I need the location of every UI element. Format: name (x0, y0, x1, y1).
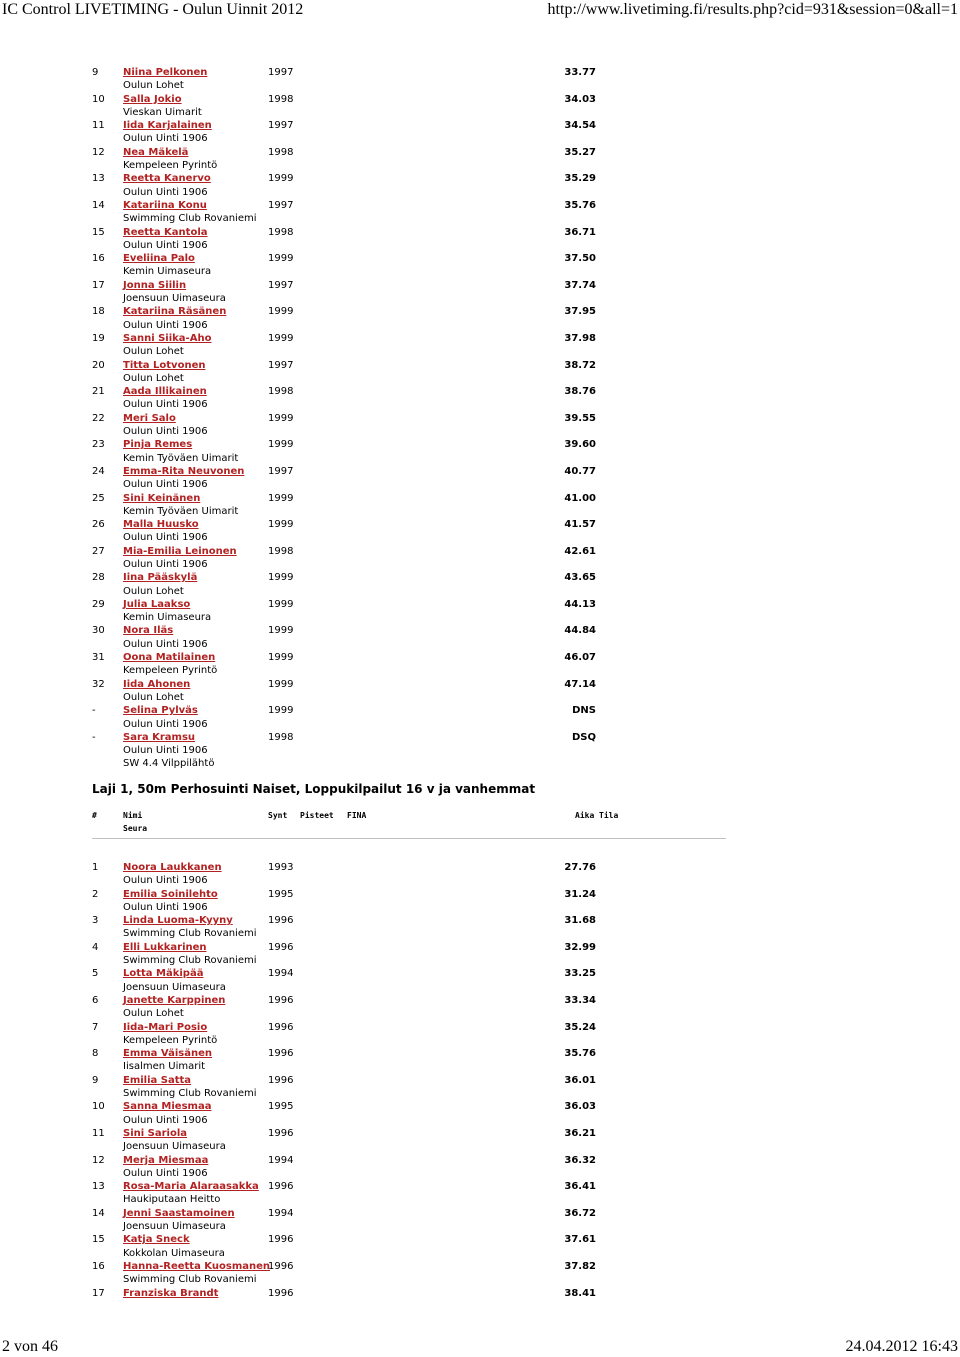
athlete-name-link[interactable]: Iida-Mari Posio (123, 1021, 208, 1033)
result-time: 37.61 (564, 1234, 596, 1246)
disqualification-note: SW 4.4 Vilppilähtö (123, 758, 215, 769)
club-name: Joensuun Uimaseura (123, 981, 226, 993)
result-time: 36.72 (564, 1207, 596, 1219)
result-row (0, 994, 960, 1021)
result-rank: 23 (92, 439, 105, 451)
athlete-name-link[interactable]: Merja Miesmaa (123, 1154, 209, 1166)
birth-year: 1996 (268, 1127, 294, 1139)
result-time: 43.65 (564, 572, 596, 584)
result-rank: 14 (92, 199, 105, 211)
result-time: 34.03 (564, 93, 596, 105)
club-name: Oulun Uinti 1906 (123, 186, 208, 198)
birth-year: 1998 (268, 386, 294, 398)
result-rank: 16 (92, 1260, 105, 1272)
birth-year: 1996 (268, 915, 294, 927)
club-name: Kemin Työväen Uimarit (123, 505, 239, 517)
result-row (0, 412, 960, 439)
result-row (0, 146, 960, 173)
result-time: 44.13 (564, 598, 596, 610)
athlete-name-link[interactable]: Sini Keinänen (123, 492, 201, 504)
athlete-name-link[interactable]: Sara Kramsu (123, 731, 196, 743)
athlete-name-link[interactable]: Meri Salo (123, 412, 176, 424)
result-row (0, 861, 960, 888)
result-time: 37.50 (564, 253, 596, 265)
birth-year: 1994 (268, 1207, 294, 1219)
result-row (0, 518, 960, 545)
result-time: 44.84 (564, 625, 596, 637)
athlete-name-link[interactable]: Julia Laakso (123, 598, 191, 610)
result-row (0, 119, 960, 146)
result-row (0, 651, 960, 678)
athlete-name-link[interactable]: Franziska Brandt (123, 1287, 219, 1299)
birth-year: 1999 (268, 519, 294, 531)
result-time: 33.25 (564, 968, 596, 980)
birth-year: 1996 (268, 1048, 294, 1060)
birth-year: 1994 (268, 1154, 294, 1166)
club-name: Oulun Uinti 1906 (123, 239, 208, 251)
result-rank: 7 (92, 1021, 99, 1033)
birth-year: 1998 (268, 226, 294, 238)
result-time: 31.24 (564, 888, 596, 900)
result-time: 35.24 (564, 1021, 596, 1033)
result-row (0, 385, 960, 412)
athlete-name-link[interactable]: Eveliina Palo (123, 253, 195, 265)
club-name: Oulun Uinti 1906 (123, 319, 208, 331)
result-rank: 9 (92, 67, 99, 78)
result-row (0, 967, 960, 994)
col-header-points: Pisteet (300, 811, 334, 820)
club-name: Swimming Club Rovaniemi (123, 1274, 257, 1286)
birth-year: 1994 (268, 968, 294, 980)
result-row (0, 465, 960, 492)
result-row (0, 1154, 960, 1181)
result-time: 37.74 (564, 279, 596, 291)
result-row (0, 598, 960, 625)
birth-year: 1996 (268, 994, 294, 1006)
results-list-event-1 (0, 861, 960, 1313)
result-rank: 24 (92, 465, 105, 477)
athlete-name-link[interactable]: Noora Laukkanen (123, 862, 222, 873)
result-rank: 19 (92, 332, 105, 344)
result-row (0, 1207, 960, 1234)
result-row (0, 93, 960, 120)
birth-year: 1998 (268, 731, 294, 743)
club-name: Oulun Uinti 1906 (123, 399, 208, 411)
result-rank: 11 (92, 1127, 105, 1139)
result-rank: - (92, 705, 96, 717)
result-time: 36.03 (564, 1101, 596, 1113)
birth-year: 1999 (268, 439, 294, 451)
athlete-name-link[interactable]: Jonna Siilin (123, 279, 187, 291)
col-header-rank: # (92, 811, 97, 820)
result-row (0, 678, 960, 705)
result-rank: 10 (92, 1101, 105, 1113)
result-time: 32.99 (564, 941, 596, 953)
result-time: 41.57 (564, 519, 596, 531)
result-time: DNS (572, 705, 596, 717)
result-rank: 29 (92, 598, 105, 610)
birth-year: 1995 (268, 888, 294, 900)
athlete-name-link[interactable]: Rosa-Maria Alaraasakka (123, 1181, 259, 1193)
birth-year: 1993 (268, 862, 294, 873)
birth-year: 1999 (268, 705, 294, 717)
result-row (0, 172, 960, 199)
athlete-name-link[interactable]: Reetta Kanervo (123, 173, 211, 185)
athlete-name-link[interactable]: Janette Karppinen (123, 994, 226, 1006)
club-name: Oulun Lohet (123, 346, 184, 358)
result-time: 36.32 (564, 1154, 596, 1166)
club-name: Haukiputaan Heitto (123, 1194, 221, 1206)
birth-year: 1997 (268, 359, 294, 371)
result-row (0, 305, 960, 332)
result-rank: 15 (92, 226, 105, 238)
result-rank: 12 (92, 146, 105, 158)
athlete-name-link[interactable]: Pinja Remes (123, 439, 193, 451)
athlete-name-link[interactable]: Sanna Miesmaa (123, 1101, 212, 1113)
result-rank: 8 (92, 1048, 99, 1060)
athlete-name-link[interactable]: Hanna-Reetta Kuosmanen (123, 1260, 271, 1272)
birth-year: 1996 (268, 1074, 294, 1086)
result-row (0, 888, 960, 915)
club-name: Kempeleen Pyrintö (123, 1034, 218, 1046)
result-row (0, 226, 960, 253)
club-name: Oulun Uinti 1906 (123, 745, 208, 757)
result-rank: 18 (92, 306, 105, 318)
browser-print-url: http://www.livetiming.fi/results.php?cid=931&session=0&all=1 (547, 1, 958, 18)
col-header-club: Seura (123, 824, 148, 833)
result-rank: 10 (92, 93, 105, 105)
result-time: 38.76 (564, 386, 596, 398)
result-rank: 30 (92, 625, 105, 637)
athlete-name-link[interactable]: Niina Pelkonen (123, 67, 208, 78)
club-name: Oulun Lohet (123, 372, 184, 384)
result-row (0, 1180, 960, 1207)
result-row (0, 704, 960, 731)
result-row (0, 1021, 960, 1048)
athlete-name-link[interactable]: Emilia Satta (123, 1074, 192, 1086)
birth-year: 1996 (268, 1287, 294, 1299)
page-number: 2 von 46 (2, 1338, 58, 1355)
print-timestamp: 24.04.2012 16:43 (845, 1338, 958, 1355)
birth-year: 1999 (268, 652, 294, 664)
club-name: Oulun Lohet (123, 1008, 184, 1020)
result-row (0, 492, 960, 519)
club-name: Swimming Club Rovaniemi (123, 213, 257, 225)
athlete-name-link[interactable]: Iida Ahonen (123, 678, 191, 690)
result-time: 42.61 (564, 545, 596, 557)
birth-year: 1997 (268, 120, 294, 132)
athlete-name-link[interactable]: Selina Pylväs (123, 705, 198, 717)
birth-year: 1999 (268, 332, 294, 344)
result-row (0, 279, 960, 306)
result-rank: 13 (92, 1181, 105, 1193)
result-time: 40.77 (564, 465, 596, 477)
result-time: 34.54 (564, 120, 596, 132)
result-time: 35.27 (564, 146, 596, 158)
result-rank: 31 (92, 652, 105, 664)
result-rank: 25 (92, 492, 105, 504)
birth-year: 1995 (268, 1101, 294, 1113)
athlete-name-link[interactable]: Malla Huusko (123, 519, 199, 531)
athlete-name-link[interactable]: Iina Pääskylä (123, 572, 198, 584)
birth-year: 1996 (268, 941, 294, 953)
result-rank: 32 (92, 678, 105, 690)
result-time: 47.14 (564, 678, 596, 690)
result-rank: 12 (92, 1154, 105, 1166)
club-name: Oulun Uinti 1906 (123, 133, 208, 145)
birth-year: 1998 (268, 93, 294, 105)
col-header-fina: FINA (347, 811, 367, 820)
result-rank: 20 (92, 359, 105, 371)
result-rank: 21 (92, 386, 105, 398)
birth-year: 1997 (268, 465, 294, 477)
birth-year: 1999 (268, 625, 294, 637)
athlete-name-link[interactable]: Sini Sariola (123, 1127, 188, 1139)
result-rank: 13 (92, 173, 105, 185)
birth-year: 1999 (268, 173, 294, 185)
athlete-name-link[interactable]: Katja Sneck (123, 1234, 190, 1246)
club-name: Oulun Uinti 1906 (123, 532, 208, 544)
result-time: 35.76 (564, 1048, 596, 1060)
result-row (0, 66, 960, 93)
col-header-time: Aika (575, 811, 595, 820)
result-row (0, 941, 960, 968)
club-name: Oulun Uinti 1906 (123, 479, 208, 491)
birth-year: 1999 (268, 572, 294, 584)
birth-year: 1999 (268, 492, 294, 504)
club-name: Kemin Työväen Uimarit (123, 452, 239, 464)
result-time: 38.41 (564, 1287, 596, 1299)
athlete-name-link[interactable]: Lotta Mäkipää (123, 968, 204, 980)
athlete-name-link[interactable]: Emma-Rita Neuvonen (123, 465, 245, 477)
birth-year: 1996 (268, 1234, 294, 1246)
result-row (0, 731, 960, 758)
col-header-year: Synt (268, 811, 288, 820)
result-rank: 14 (92, 1207, 105, 1219)
result-rank: 6 (92, 994, 99, 1006)
birth-year: 1999 (268, 678, 294, 690)
result-rank: 26 (92, 519, 105, 531)
club-name: Kemin Uimaseura (123, 266, 212, 278)
header-divider (92, 838, 726, 840)
result-time: DSQ (571, 731, 596, 743)
result-time: 41.00 (564, 492, 596, 504)
birth-year: 1998 (268, 146, 294, 158)
result-rank: 17 (92, 279, 105, 291)
club-name: Oulun Uinti 1906 (123, 1167, 208, 1179)
result-time: 39.60 (564, 439, 596, 451)
result-time: 33.34 (564, 994, 596, 1006)
club-name: Iisalmen Uimarit (123, 1061, 206, 1073)
athlete-name-link[interactable]: Oona Matilainen (123, 652, 216, 664)
birth-year: 1997 (268, 67, 294, 78)
result-time: 35.29 (564, 173, 596, 185)
club-name: Swimming Club Rovaniemi (123, 928, 257, 940)
result-rank: 5 (92, 968, 99, 980)
birth-year: 1999 (268, 306, 294, 318)
club-name: Joensuun Uimaseura (123, 1141, 226, 1153)
club-name: Kokkolan Uimaseura (123, 1247, 225, 1259)
club-name: Kempeleen Pyrintö (123, 665, 218, 677)
club-name: Swimming Club Rovaniemi (123, 955, 257, 967)
result-row (0, 252, 960, 279)
athlete-name-link[interactable]: Katariina Konu (123, 199, 207, 211)
result-row (0, 914, 960, 941)
result-time: 36.71 (564, 226, 596, 238)
athlete-name-link[interactable]: Jenni Saastamoinen (123, 1207, 235, 1219)
result-row (0, 359, 960, 386)
result-rank: 1 (92, 862, 99, 873)
athlete-name-link[interactable]: Mia-Emilia Leinonen (123, 545, 237, 557)
result-row (0, 571, 960, 598)
athlete-name-link[interactable]: Nora Iläs (123, 625, 174, 637)
result-row (0, 1260, 960, 1287)
birth-year: 1999 (268, 253, 294, 265)
result-row (0, 1127, 960, 1154)
club-name: Joensuun Uimaseura (123, 293, 226, 305)
athlete-name-link[interactable]: Linda Luoma-Kyyny (123, 915, 233, 927)
athlete-name-link[interactable]: Emma Väisänen (123, 1048, 212, 1060)
club-name: Oulun Lohet (123, 691, 184, 703)
club-name: Oulun Uinti 1906 (123, 426, 208, 438)
result-rank: - (92, 731, 96, 743)
col-header-status: Tila (599, 811, 619, 820)
result-time: 38.72 (564, 359, 596, 371)
athlete-name-link[interactable]: Emilia Soinilehto (123, 888, 218, 900)
athlete-name-link[interactable]: Titta Lotvonen (123, 359, 206, 371)
result-row (0, 1047, 960, 1074)
birth-year: 1996 (268, 1181, 294, 1193)
birth-year: 1996 (268, 1021, 294, 1033)
result-time: 37.98 (564, 332, 596, 344)
result-row (0, 332, 960, 359)
club-name: Oulun Uinti 1906 (123, 875, 208, 887)
birth-year: 1997 (268, 199, 294, 211)
birth-year: 1999 (268, 598, 294, 610)
club-name: Vieskan Uimarit (123, 106, 202, 118)
result-rank: 17 (92, 1287, 105, 1299)
athlete-name-link[interactable]: Reetta Kantola (123, 226, 208, 238)
result-row (0, 1287, 960, 1314)
birth-year: 1998 (268, 545, 294, 557)
result-time: 39.55 (564, 412, 596, 424)
club-name: Oulun Lohet (123, 585, 184, 597)
result-row (0, 624, 960, 651)
result-row (0, 1233, 960, 1260)
result-time: 31.68 (564, 915, 596, 927)
club-name: Oulun Uinti 1906 (123, 1114, 208, 1126)
result-time: 46.07 (564, 652, 596, 664)
result-row (0, 1074, 960, 1101)
result-time: 33.77 (564, 67, 596, 78)
birth-year: 1996 (268, 1260, 294, 1272)
athlete-name-link[interactable]: Iida Karjalainen (123, 120, 212, 132)
result-time: 36.21 (564, 1127, 596, 1139)
col-header-name: Nimi (123, 811, 143, 820)
result-time: 37.82 (564, 1260, 596, 1272)
result-rank: 11 (92, 120, 105, 132)
club-name: Oulun Uinti 1906 (123, 901, 208, 913)
result-time: 36.01 (564, 1074, 596, 1086)
club-name: Oulun Uinti 1906 (123, 718, 208, 730)
athlete-name-link[interactable]: Katariina Räsänen (123, 306, 227, 318)
result-rank: 28 (92, 572, 105, 584)
results-list-previous-event (0, 66, 960, 757)
result-row (0, 545, 960, 572)
result-rank: 9 (92, 1074, 99, 1086)
result-rank: 22 (92, 412, 105, 424)
result-row (0, 1100, 960, 1127)
result-rank: 3 (92, 915, 99, 927)
athlete-name-link[interactable]: Salla Jokio (123, 93, 182, 105)
browser-print-title: IC Control LIVETIMING - Oulun Uinnit 2012 (2, 1, 304, 18)
club-name: Oulun Uinti 1906 (123, 638, 208, 650)
athlete-name-link[interactable]: Nea Mäkelä (123, 146, 189, 158)
result-time: 37.95 (564, 306, 596, 318)
result-row (0, 199, 960, 226)
athlete-name-link[interactable]: Elli Lukkarinen (123, 941, 207, 953)
club-name: Kempeleen Pyrintö (123, 160, 218, 172)
club-name: Swimming Club Rovaniemi (123, 1088, 257, 1100)
club-name: Kemin Uimaseura (123, 612, 212, 624)
club-name: Oulun Lohet (123, 80, 184, 92)
result-rank: 2 (92, 888, 99, 900)
birth-year: 1997 (268, 279, 294, 291)
result-row (0, 438, 960, 465)
result-rank: 16 (92, 253, 105, 265)
birth-year: 1999 (268, 412, 294, 424)
athlete-name-link[interactable]: Sanni Siika-Aho (123, 332, 212, 344)
result-time: 36.41 (564, 1181, 596, 1193)
club-name: Joensuun Uimaseura (123, 1221, 226, 1233)
athlete-name-link[interactable]: Aada Illikainen (123, 386, 207, 398)
result-time: 27.76 (564, 862, 596, 873)
result-rank: 4 (92, 941, 99, 953)
club-name: Oulun Uinti 1906 (123, 558, 208, 570)
event-title: Laji 1, 50m Perhosuinti Naiset, Loppukilpailut 16 v ja vanhemmat (92, 782, 536, 796)
result-time: 35.76 (564, 199, 596, 211)
result-rank: 27 (92, 545, 105, 557)
result-rank: 15 (92, 1234, 105, 1246)
